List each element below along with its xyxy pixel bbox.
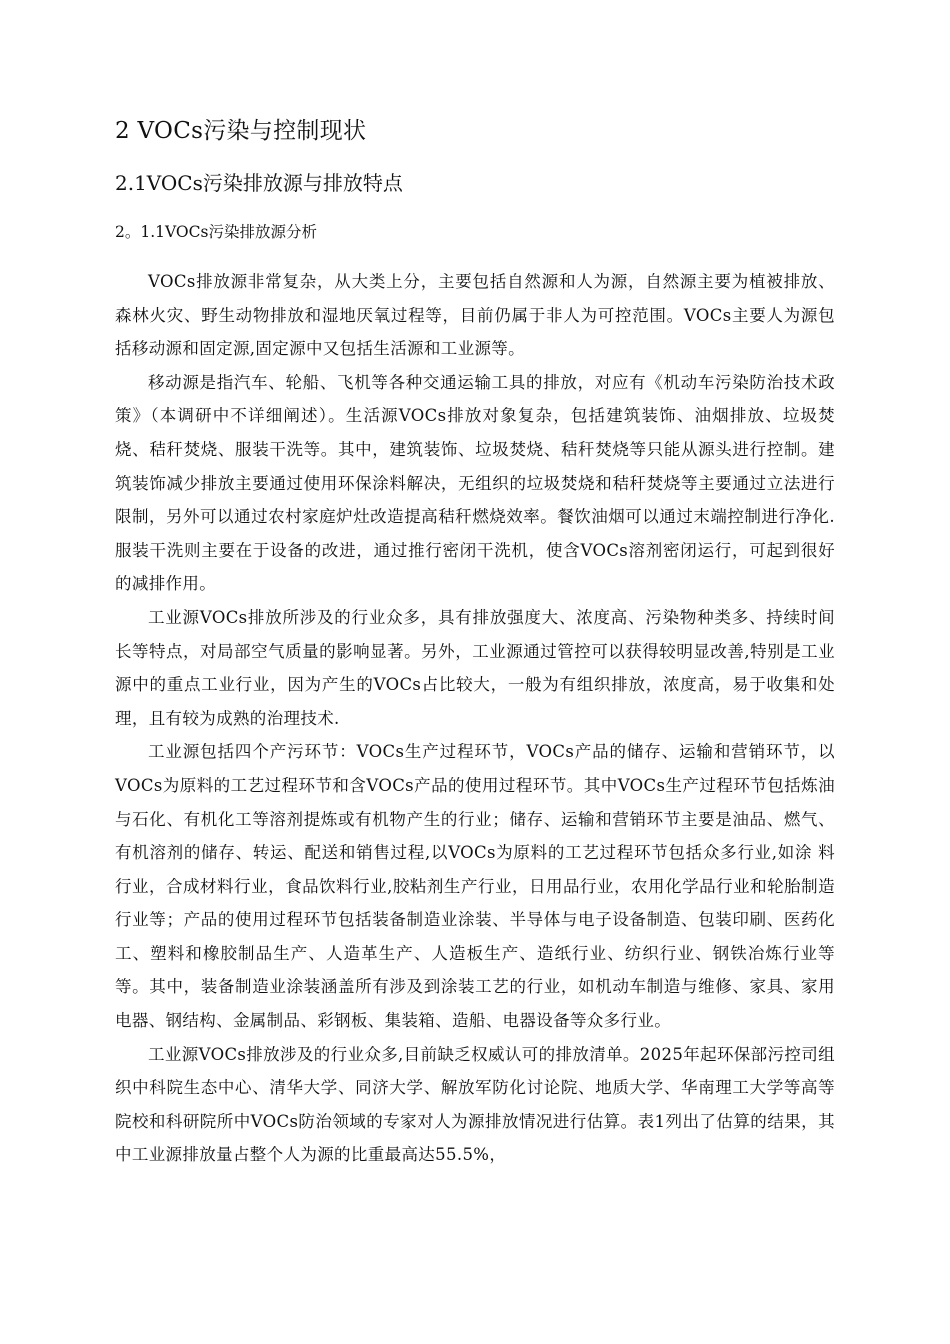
paragraph-sources-overview: VOCs排放源非常复杂，从大类上分，主要包括自然源和人为源，自然源主要为植被排放、森林火灾、野生动物排放和湿地厌氧过程等，目前仍属于非人为可控范围。VOCs主要人为源包括移动源和固定源,固定源中又包括生活源和工业源等。 xyxy=(115,272,835,359)
paragraph-industrial-sources: 工业源VOCs排放所涉及的行业众多，具有排放强度大、浓度高、污染物种类多、持续时间长等特点，对局部空气质量的影响显著。另外，工业源通过管控可以获得较明显改善,特别是工业源中的重点工业行业，因为产生的VOCs占比较大，一般为有组织排放，浓度高，易于收集和处理，且有较为成熟的治理技术. xyxy=(115,607,835,728)
subsubsection-heading: 2。1.1VOCs污染排放源分析 xyxy=(115,223,317,241)
paragraph-mobile-and-living-sources: 移动源是指汽车、轮船、飞机等各种交通运输工具的排放，对应有《机动车污染防治技术政策》（本调研中不详细阐述）。生活源VOCs排放对象复杂，包括建筑装饰、油烟排放、垃圾焚烧、秸秆焚烧、服装干洗等。其中，建筑装饰、垃圾焚烧、秸秆焚烧等只能从源头进行控制。建筑装饰减少排放主要通过使用环保涂料解决，无组织的垃圾焚烧和秸秆焚烧等主要通过立法进行限制，另外可以通过农村家庭炉灶改造提高秸秆燃烧效率。餐饮油烟可以通过末端控制进行净化.服装干洗则主要在于设备的改进，通过推行密闭干洗机，使含VOCs溶剂密闭运行，可起到很好的减排作用。 xyxy=(115,372,835,594)
subsection-heading: 2.1VOCs污染排放源与排放特点 xyxy=(115,171,403,195)
paragraph-emission-inventory: 工业源VOCs排放涉及的行业众多,目前缺乏权威认可的排放清单。2025年起环保部污控司组织中科院生态中心、清华大学、同济大学、解放军防化讨论院、地质大学、华南理工大学等高等院校和科研院所中VOCs防治领域的专家对人为源排放情况进行估算。表1列出了估算的结果，其中工业源排放量占整个人为源的比重最高达55.5%， xyxy=(115,1044,835,1165)
section-heading: 2 VOCs污染与控制现状 xyxy=(115,118,367,144)
paragraph-industrial-stages: 工业源包括四个产污环节：VOCs生产过程环节，VOCs产品的储存、运输和营销环节，以VOCs为原料的工艺过程环节和含VOCs产品的使用过程环节。其中VOCs生产过程环节包括炼油与石化、有机化工等溶剂提炼或有机物产生的行业；储存、运输和营销环节主要是油品、燃气、有机溶剂的储存、转运、配送和销售过程,以VOCs为原料的工艺过程环节包括众多行业,如涂 料行业，合成材料行业，食品饮料行业,胶粘剂生产行业，日用品行业，农用化学品行业和轮胎制造行业等；产品的使用过程环节包括装备制造业涂装、半导体与电子设备制造、包装印刷、医药化工、塑料和橡胶制品生产、人造革生产、人造板生产、造纸行业、纺织行业、钢铁冶炼行业等等。其中，装备制造业涂装涵盖所有涉及到涂装工艺的行业，如机动车制造与维修、家具、家用电器、钢结构、金属制品、彩钢板、集装箱、造船、电器设备等众多行业。 xyxy=(115,742,835,1031)
document-body xyxy=(115,115,835,1172)
